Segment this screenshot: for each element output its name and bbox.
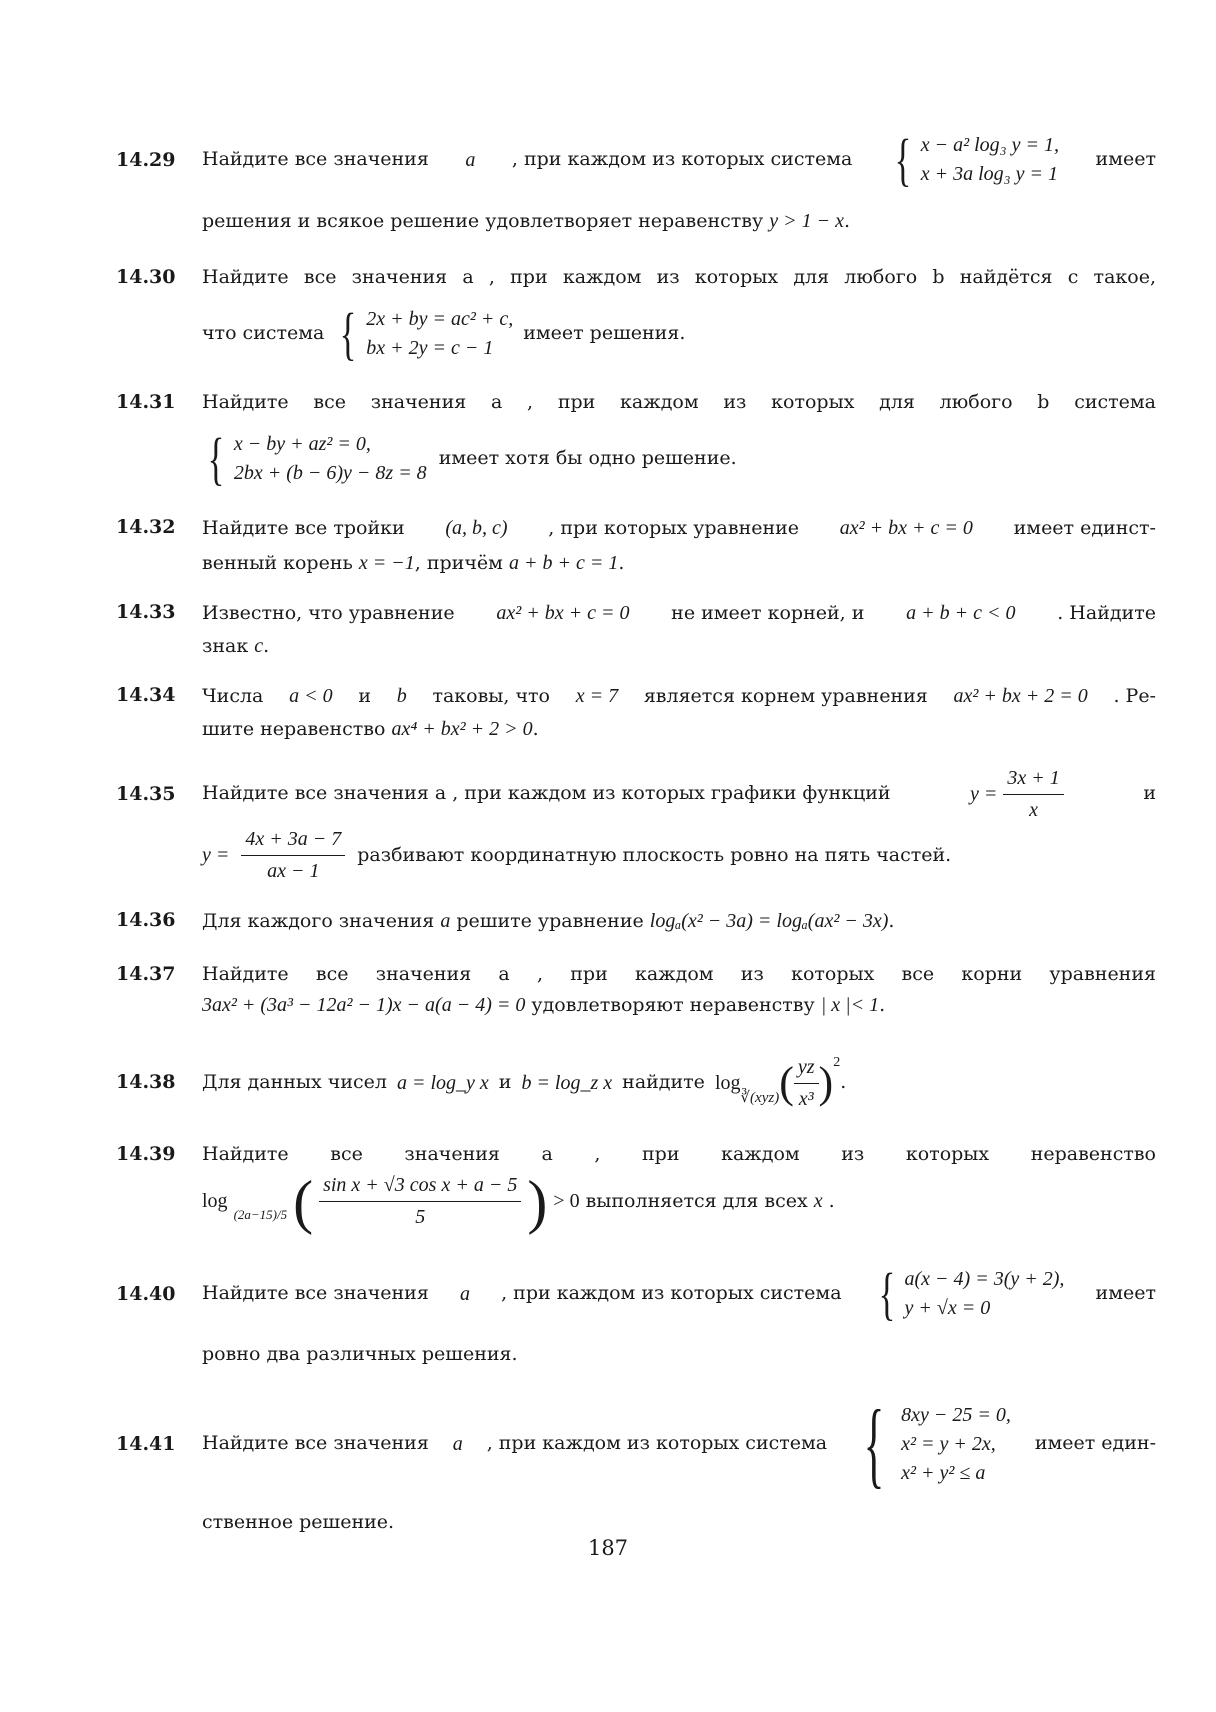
log-base: ∛(xyz) (740, 1090, 780, 1107)
problem-text: найдите (622, 1071, 705, 1094)
problem-text: решения и всякое решение удовлетворяет неравенству (202, 210, 764, 232)
numerator: 3x + 1 (1003, 765, 1063, 795)
problem-text: Найдите все значения a , при каждом из которых неравенство (202, 1143, 1156, 1165)
period: . (828, 1189, 835, 1212)
fraction (241, 826, 345, 885)
log-symbol: log (202, 1190, 228, 1213)
math-expr: 3ax² + (3a³ − 12a² − 1)x − a(a − 4) = 0 (202, 993, 526, 1016)
problem-number: 14.30 (116, 266, 176, 288)
denominator: 5 (415, 1206, 426, 1229)
system-row: 8xy − 25 = 0, (901, 1403, 1011, 1426)
problem-text: и (358, 684, 371, 707)
paren-left-icon: ( (293, 1168, 314, 1235)
problem-text: таковы, что (432, 684, 550, 707)
brace-icon: { (894, 126, 912, 192)
fraction (1003, 765, 1063, 824)
problem-text: , причём (414, 552, 503, 574)
system-row: 2x + by = ac² + c, (366, 307, 514, 330)
equation-system (851, 1379, 1011, 1509)
brace-icon: { (207, 425, 225, 491)
problem-text: шите неравенство (202, 718, 386, 740)
problem-number: 14.41 (116, 1433, 176, 1455)
math-expr: a + b + c = 1 (508, 552, 619, 574)
problem-text: является корнем уравнения (643, 684, 928, 707)
math-expr: ax² + bx + c = 0 (496, 602, 630, 624)
period: . (888, 910, 895, 932)
math-expr: y = (202, 844, 230, 866)
problem-text: Найдите все значения a , при каждом из которых для любого b найдётся c такое, (202, 266, 1156, 288)
problem-number: 14.36 (116, 909, 176, 931)
problem-text: что система (202, 321, 325, 344)
paren-right-icon: ) (527, 1168, 548, 1235)
problem-text: , при которых уравнение (548, 516, 800, 539)
problem-text: Найдите все значения a , при каждом из которых для любого b система (202, 391, 1156, 413)
system-row: bx + 2y = c − 1 (366, 336, 494, 359)
problem-text: имеет (1095, 148, 1156, 171)
system-row: x + 3a log₃ y = 1 (920, 163, 1058, 185)
numerator: yz (794, 1054, 819, 1084)
problem-text: Известно, что уравнение (202, 601, 455, 624)
period: . (618, 552, 625, 574)
problem-text: имеет (1095, 1282, 1156, 1305)
denominator: x (1029, 798, 1039, 821)
problem-text: разбивают координатную плоскость ровно на пять частей. (357, 843, 952, 866)
system-row: x − a² log₃ y = 1, (920, 134, 1059, 156)
page-number: 187 (587, 1536, 629, 1560)
brace-icon: { (878, 1260, 895, 1326)
system-row: 2bx + (b − 6)y − 8z = 8 (233, 461, 427, 484)
problem-text: Найдите все значения a , при каждом из которых графики функций (202, 782, 891, 805)
problem-text: Найдите все значения (202, 1282, 429, 1305)
problem-number: 14.32 (116, 516, 176, 538)
problem-text: имеет един- (1034, 1432, 1156, 1455)
problem-text: удовлетворяют неравенству (531, 993, 815, 1016)
log-base: (2a−15)/5 (233, 1207, 288, 1223)
period: . (532, 718, 539, 740)
problem-text: , при каждом из которых система (511, 148, 853, 171)
math-expr: a = log_y x (396, 1071, 489, 1094)
math-expr: y > 1 − x (769, 210, 844, 232)
problem-text: выполняется для всех (585, 1189, 808, 1212)
problem-text: , при каждом из которых система (501, 1282, 842, 1305)
math-expr: ax² + bx + 2 = 0 (953, 685, 1088, 707)
period: . (843, 210, 851, 232)
math-expr: (a, b, c) (445, 517, 508, 539)
problem-text: решите уравнение (456, 910, 644, 932)
problem-text: ственное решение. (202, 1511, 395, 1533)
problem-text: Найдите все значения a , при каждом из которых все корни уравнения (202, 963, 1156, 985)
system-row: x² + y² ≤ a (901, 1461, 986, 1484)
math-expr: c (254, 635, 264, 657)
equation-system (334, 295, 513, 373)
problem-text: и (1143, 782, 1156, 805)
math-expr: ax² + bx + c = 0 (839, 517, 973, 539)
denominator: x³ (798, 1087, 814, 1110)
fraction (319, 1172, 521, 1231)
problem-number: 14.38 (116, 1071, 176, 1093)
math-expr: x = −1 (358, 552, 415, 574)
math-expr: | x |< 1 (820, 993, 880, 1016)
math-var: a (465, 148, 476, 171)
numerator: 4x + 3a − 7 (241, 826, 345, 856)
math-var: a (440, 910, 451, 932)
math-expr: logₐ(x² − 3a) = logₐ(ax² − 3x) (649, 910, 889, 932)
math-expr: y = (970, 782, 998, 805)
paren-left-icon: ( (779, 1058, 794, 1107)
problem-number: 14.33 (116, 601, 176, 623)
problem-number: 14.35 (116, 783, 176, 805)
problem-number: 14.40 (116, 1283, 176, 1305)
math-var: a (459, 1282, 470, 1305)
fraction (794, 1054, 819, 1113)
exponent: 2 (833, 1054, 841, 1070)
system-row: x² = y + 2x, (901, 1432, 996, 1455)
math-expr: b = log_z x (521, 1071, 613, 1094)
period: . (840, 1071, 847, 1094)
math-var: x (813, 1190, 823, 1213)
problem-number: 14.31 (116, 391, 176, 413)
problem-text: . Найдите (1057, 601, 1156, 624)
problem-text: венный корень (202, 552, 353, 574)
problem-text: знак (202, 635, 249, 657)
paren-right-icon: ) (818, 1058, 834, 1107)
problem-text: , при каждом из которых система (486, 1432, 828, 1455)
problem-number: 14.29 (116, 149, 176, 171)
system-row: x − by + az² = 0, (233, 432, 371, 455)
period: . (263, 635, 270, 657)
numerator: sin x + √3 cos x + a − 5 (319, 1172, 521, 1202)
system-row: y + √x = 0 (904, 1297, 991, 1319)
problem-text: не имеет корней, и (671, 601, 865, 624)
problem-text: Для каждого значения (202, 910, 435, 932)
math-expr: b (396, 685, 407, 707)
period: . (879, 993, 886, 1016)
math-expr: ax⁴ + bx² + 2 > 0 (391, 718, 533, 740)
brace-icon: { (339, 300, 357, 366)
problem-number: 14.39 (116, 1143, 176, 1165)
problem-text: имеет решения. (523, 321, 686, 344)
problem-text: Найдите все значения (202, 148, 429, 171)
problem-text: имеет единст- (1013, 516, 1156, 539)
log-symbol: log (714, 1071, 741, 1094)
denominator: ax − 1 (267, 860, 320, 882)
problem-number: 14.34 (116, 684, 176, 706)
problem-text: Найдите все тройки (202, 516, 405, 539)
math-var: a (452, 1432, 463, 1455)
system-row: a(x − 4) = 3(y + 2), (904, 1268, 1065, 1290)
equation-system (202, 420, 427, 498)
math-expr: > 0 (553, 1190, 580, 1213)
problem-text: Для данных чисел (202, 1071, 387, 1094)
problem-text: ровно два различных решения. (202, 1343, 518, 1365)
math-expr: x = 7 (575, 685, 619, 707)
problem-number: 14.37 (116, 963, 176, 985)
math-expr: a < 0 (289, 685, 333, 707)
problem-text: имеет хотя бы одно решение. (438, 446, 737, 469)
problem-text: Найдите все значения (202, 1432, 429, 1455)
equation-system (889, 121, 1059, 199)
problem-text: Числа (202, 684, 264, 707)
problem-text: и (498, 1071, 512, 1094)
brace-icon: { (863, 1390, 885, 1498)
math-expr: a + b + c < 0 (906, 602, 1016, 624)
problem-text: . Ре- (1113, 684, 1156, 707)
equation-system (873, 1255, 1065, 1333)
